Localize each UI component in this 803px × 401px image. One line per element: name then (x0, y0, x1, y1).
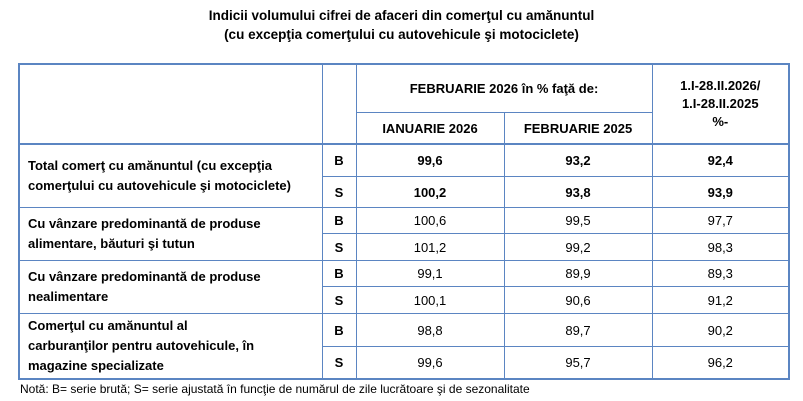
value-cell: 89,7 (504, 314, 652, 347)
value-cell: 90,2 (652, 314, 789, 347)
header-period (652, 64, 789, 144)
table-row (19, 208, 789, 233)
series-code: S (322, 176, 356, 208)
value-cell: 93,8 (504, 176, 652, 208)
row-label: Cu vânzare predominantă de produse alimentare, băuturi şi tutun (19, 208, 322, 261)
table-row (19, 261, 789, 286)
header-period-line-3: %- (712, 114, 729, 130)
title-line-1: Indicii volumului cifrei de afaceri din comerţul cu amănuntul (208, 8, 595, 23)
series-code: B (322, 144, 356, 176)
series-code: B (322, 208, 356, 233)
header-prev-month: IANUARIE 2026 (356, 113, 504, 145)
value-cell: 90,6 (504, 286, 652, 314)
value-cell: 89,9 (504, 261, 652, 286)
header-group-label: FEBRUARIE 2026 în % faţă de: (356, 64, 652, 113)
series-code: B (322, 261, 356, 286)
retail-index-table (18, 63, 790, 380)
table-title (0, 6, 803, 44)
value-cell: 95,7 (504, 346, 652, 379)
row-label: Total comerţ cu amănuntul (cu excepţia comerţului cu autovehicule şi motociclete) (19, 144, 322, 208)
header-empty-label (19, 64, 322, 144)
value-cell: 92,4 (652, 144, 789, 176)
value-cell: 97,7 (652, 208, 789, 233)
row-label: Comerţul cu amănuntul al carburanţilor pentru autovehicule, în magazine specializate (19, 314, 322, 379)
value-cell: 99,6 (356, 144, 504, 176)
title-line-2: (cu excepţia comerţului cu autovehicule şi motociclete) (224, 27, 579, 42)
table-row (19, 144, 789, 176)
header-prev-year: FEBRUARIE 2025 (504, 113, 652, 145)
value-cell: 99,2 (504, 233, 652, 261)
table-row (19, 314, 789, 347)
row-label: Cu vânzare predominantă de produse nealimentare (19, 261, 322, 314)
value-cell: 99,6 (356, 346, 504, 379)
header-period-line-1: 1.I-28.II.2026/ (680, 78, 761, 94)
value-cell: 89,3 (652, 261, 789, 286)
series-code: S (322, 233, 356, 261)
header-period-line-2: 1.I-28.II.2025 (681, 96, 759, 112)
series-code: S (322, 346, 356, 379)
series-code: B (322, 314, 356, 347)
value-cell: 93,2 (504, 144, 652, 176)
value-cell: 99,1 (356, 261, 504, 286)
header-empty-code (322, 64, 356, 144)
value-cell: 100,6 (356, 208, 504, 233)
value-cell: 101,2 (356, 233, 504, 261)
value-cell: 100,2 (356, 176, 504, 208)
value-cell: 99,5 (504, 208, 652, 233)
series-code: S (322, 286, 356, 314)
value-cell: 98,3 (652, 233, 789, 261)
value-cell: 93,9 (652, 176, 789, 208)
value-cell: 96,2 (652, 346, 789, 379)
value-cell: 91,2 (652, 286, 789, 314)
header-row-1 (19, 64, 789, 113)
footnote: Notă: B= serie brută; S= serie ajustată în funcţie de numărul de zile lucrătoare şi de sezonalitate (20, 382, 530, 396)
value-cell: 100,1 (356, 286, 504, 314)
value-cell: 98,8 (356, 314, 504, 347)
